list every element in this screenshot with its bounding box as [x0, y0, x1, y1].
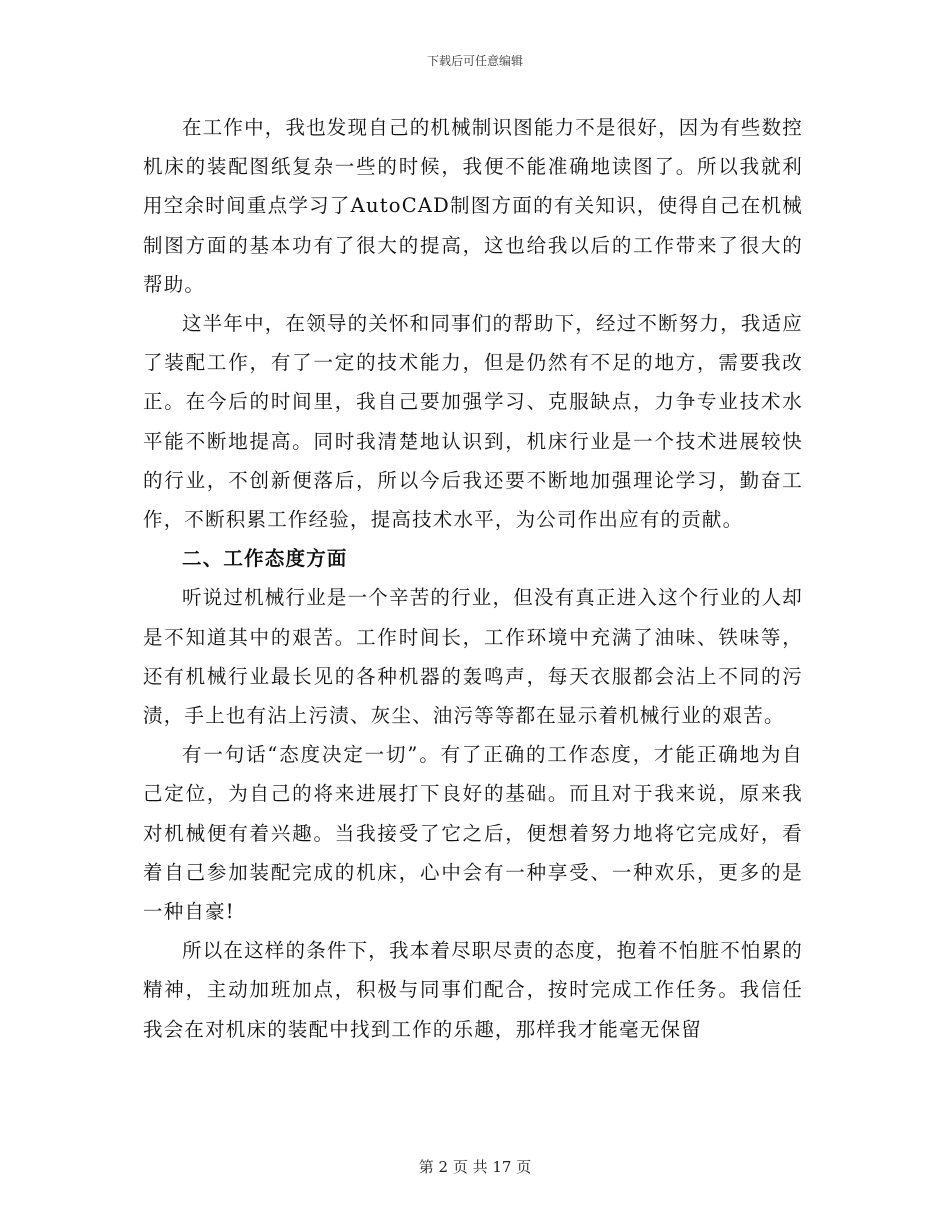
- paragraph-drawing-skills: 在工作中，我也发现自己的机械制识图能力不是很好，因为有些数控机床的装配图纸复杂一些的时候，我便不能准确地读图了。所以我就利用空余时间重点学习了AutoCAD制图方面的有关知识，使得自己在机械制图方面的基本功有了很大的提高，这也给我以后的工作带来了很大的帮助。: [143, 116, 804, 296]
- page-header: 下载后可任意编辑: [426, 54, 523, 68]
- paragraph-attitude-matters: 有一句话“态度决定一切”。有了正确的工作态度，才能正确地为自己定位，为自己的将来进展打下良好的基础。而且对于我来说，原来我对机械便有着兴趣。当我接受了它之后，便想着努力地将它完成好，看着自己参加装配完成的机床，心中会有一种享受、一种欢乐，更多的是一种自豪!: [143, 743, 803, 924]
- paragraph-dedication: 所以在这样的条件下，我本着尽职尽责的态度，抱着不怕脏不怕累的精神，主动加班加点，积极与同事们配合，按时完成工作任务。我信任我会在对机床的装配中找到工作的乐趣，那样我才能毫无保留: [143, 939, 804, 1041]
- paragraph-industry-hardship: 听说过机械行业是一个辛苦的行业，但没有真正进入这个行业的人却是不知道其中的艰苦。工作时间长，工作环境中充满了油味、铁味等，还有机械行业最长见的各种机器的轰鸣声，每天衣服都会沾上不同的污渍，手上也有沾上污渍、灰尘、油污等等都在显示着机械行业的艰苦。: [143, 586, 804, 728]
- document-body: [143, 108, 803, 1049]
- page-number-footer: 第 2 页 共 17 页: [418, 1158, 532, 1176]
- section-heading-work-attitude: 二、工作态度方面: [182, 547, 348, 571]
- paragraph-half-year-summary: 这半年中，在领导的关怀和同事们的帮助下，经过不断努力，我适应了装配工作，有了一定的技术能力，但是仍然有不足的地方，需要我改正。在今后的时间里，我自己要加强学习、克服缺点，力争专业技术水平能不断地提高。同时我清楚地认识到，机床行业是一个技术进展较快的行业，不创新便落后，所以今后我还要不断地加强理论学习，勤奋工作，不断积累工作经验，提高技术水平，为公司作出应有的贡献。: [143, 312, 804, 532]
